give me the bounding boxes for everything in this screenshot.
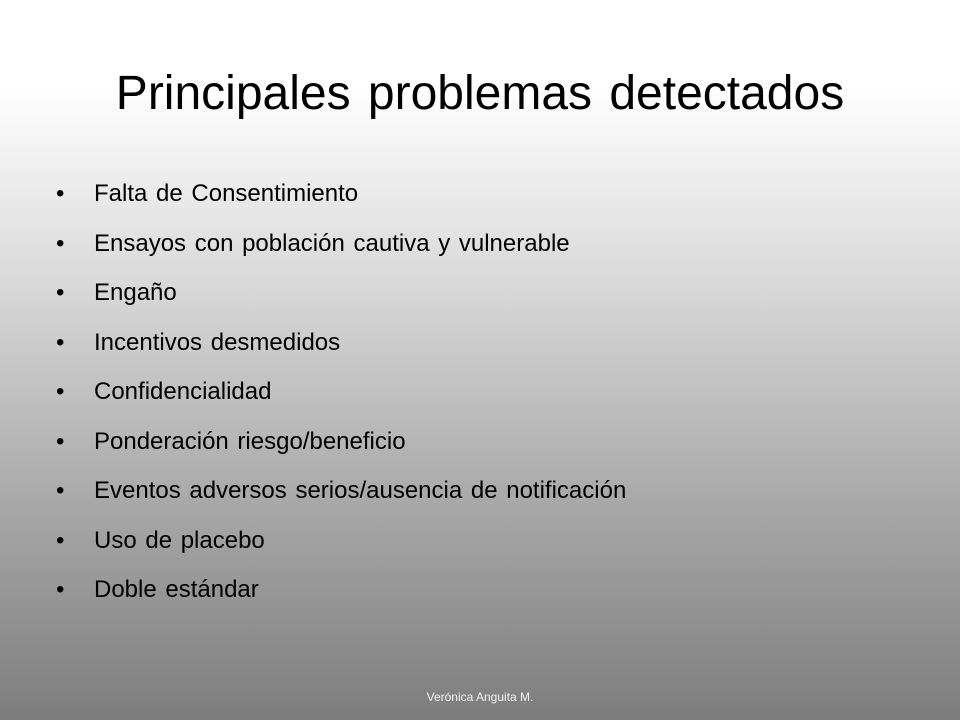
footer-author: Verónica Anguita M. [426,690,534,704]
bullet-icon: • [56,427,65,455]
bullet-icon: • [56,328,65,356]
bullet-item [56,370,626,420]
bullet-item [56,222,626,272]
bullet-text: Doble estándar [94,576,259,603]
bullet-text: Incentivos desmedidos [94,328,341,356]
bullet-item [56,172,626,222]
bullet-icon: • [56,279,65,306]
bullet-text: Falta de Consentimiento [94,180,359,207]
bullet-item [56,519,626,569]
slide-title: Principales problemas detectados [115,67,845,120]
bullet-item [56,271,626,321]
bullet-icon: • [56,526,65,554]
bullet-icon: • [56,180,65,207]
bullet-text: Eventos adversos serios/ausencia de notificación [94,477,627,504]
bullet-item [56,321,626,371]
bullet-icon: • [56,229,65,257]
bullet-list [56,172,626,618]
bullet-text: Ensayos con población cautiva y vulnerable [94,229,570,257]
bullet-text: Confidencialidad [94,378,272,405]
bullet-text: Engaño [94,279,177,306]
bullet-icon: • [56,576,65,603]
bullet-item [56,568,626,618]
bullet-icon: • [56,477,65,504]
bullet-item [56,469,626,519]
bullet-text: Ponderación riesgo/beneficio [94,427,406,455]
bullet-text: Uso de placebo [94,526,265,554]
bullet-icon: • [56,378,65,405]
bullet-item [56,420,626,470]
